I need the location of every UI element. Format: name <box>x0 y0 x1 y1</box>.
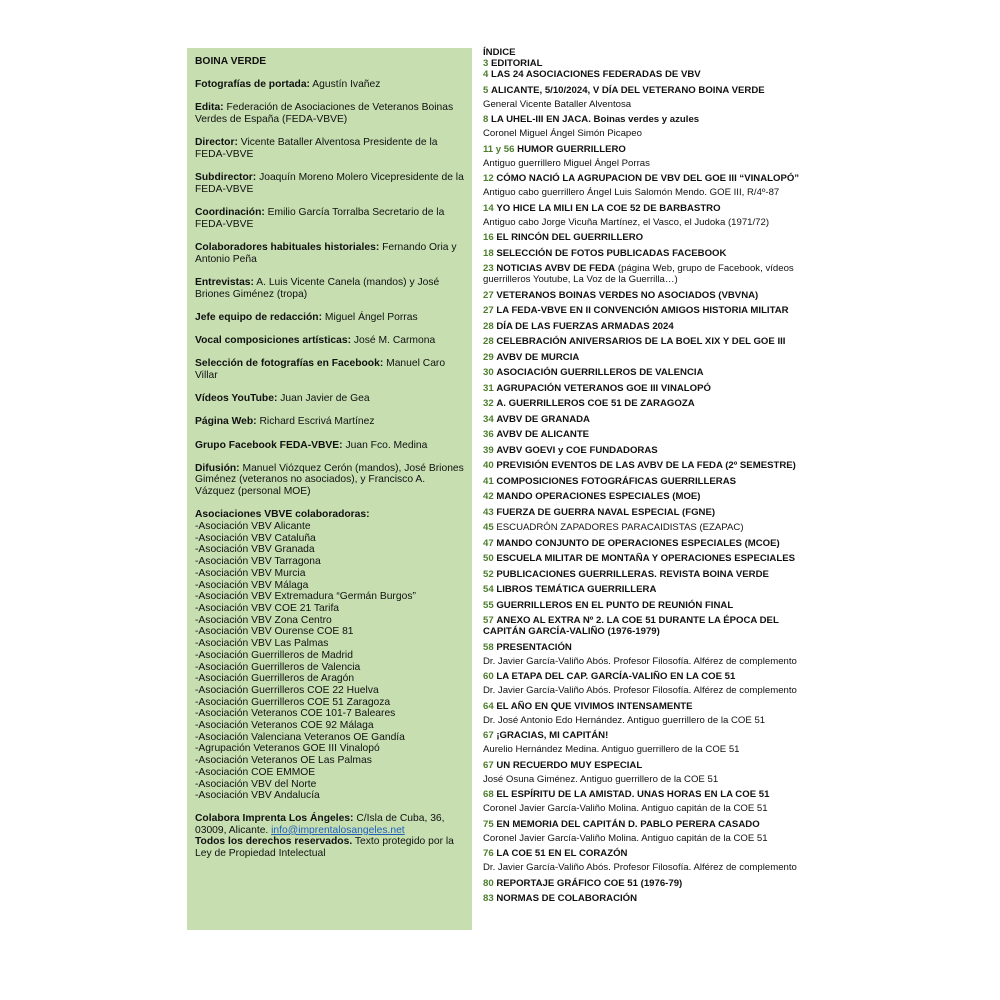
credit-field-label: Grupo Facebook FEDA-VBVE: <box>195 439 343 451</box>
association-item: -Asociación Guerrilleros COE 22 Huelva <box>195 684 379 696</box>
index-entry-title: COMPOSICIONES FOTOGRÁFICAS GUERRILLERAS <box>496 475 737 487</box>
index-entry <box>483 321 813 332</box>
index-entry-title: LA COE 51 EN EL CORAZÓN <box>496 848 628 859</box>
association-item: -Asociación VBV Tarragona <box>195 556 321 568</box>
index-page-number: 4 <box>483 69 489 80</box>
association-item: -Asociación VBV Ourense COE 81 <box>195 626 354 638</box>
index-entry <box>483 367 813 378</box>
index-page-number: 32 <box>483 398 494 409</box>
index-entry <box>483 352 813 363</box>
association-item: -Asociación VBV Las Palmas <box>195 638 329 650</box>
association-item: -Asociación Valenciana Veteranos OE Gandía <box>195 731 405 743</box>
association-item: -Asociación VBV Andalucía <box>195 790 320 802</box>
credits-panel <box>187 48 472 930</box>
table-of-contents <box>483 47 813 904</box>
index-entry-title: YO HICE LA MILI EN LA COE 52 DE BARBASTRO <box>496 202 721 214</box>
index-page-number: 67 <box>483 730 494 741</box>
index-page-number: 50 <box>483 553 494 564</box>
index-entry-title: ¡GRACIAS, MI CAPITÁN! <box>496 730 609 741</box>
credit-field-label: Edita: <box>195 102 224 114</box>
credit-field <box>195 277 464 300</box>
index-page-number: 31 <box>483 382 494 394</box>
index-entry <box>483 600 813 611</box>
credits-fields <box>195 79 464 498</box>
index-entry <box>483 584 813 595</box>
index-heading: ÍNDICE <box>483 47 516 58</box>
index-entry <box>483 491 813 502</box>
credit-field <box>195 312 464 324</box>
credit-field-label: Entrevistas: <box>195 276 254 288</box>
index-page-number: 18 <box>483 247 494 259</box>
index-entry <box>483 429 813 440</box>
index-entry <box>483 569 813 580</box>
index-entry-author: Dr. Javier García-Valiño Abós. Profesor Filosofía. Alférez de complemento <box>483 655 797 667</box>
index-entry-title: GUERRILLEROS EN EL PUNTO DE REUNIÓN FINAL <box>496 599 734 611</box>
index-entry-title: HUMOR GUERRILLERO <box>517 143 626 155</box>
index-entry-title: LAS 24 ASOCIACIONES FEDERADAS DE VBV <box>491 69 701 80</box>
index-entry-author: Dr. Javier García-Valiño Abós. Profesor Filosofía. Alférez de complemento <box>483 862 797 873</box>
credit-field-text: Manuel Caro Villar <box>195 358 446 381</box>
index-entry <box>483 85 813 110</box>
credit-field-label: Coordinación: <box>195 207 265 219</box>
credit-field <box>195 137 464 160</box>
index-entry <box>483 848 813 873</box>
credit-field-label: Difusión: <box>195 462 240 474</box>
credit-field-text: Fernando Oria y Antonio Peña <box>195 242 457 265</box>
credit-field <box>195 440 464 452</box>
index-page-number: 12 <box>483 173 494 184</box>
index-entry-title: AVBV DE MURCIA <box>496 351 580 363</box>
index-page-number: 43 <box>483 506 494 518</box>
index-entry-title: PREVISIÓN EVENTOS DE LAS AVBV DE LA FEDA (2º SEMESTRE) <box>496 460 796 471</box>
association-item: -Asociación VBV Murcia <box>195 567 306 579</box>
index-entry-title: LIBROS TEMÁTICA GUERRILLERA <box>496 584 657 595</box>
association-item: -Asociación VBV Zona Centro <box>195 614 332 626</box>
index-entry <box>483 893 813 904</box>
index-page-number: 64 <box>483 700 494 712</box>
index-entry-title: UN RECUERDO MUY ESPECIAL <box>496 759 643 771</box>
index-entry-title: FUERZA DE GUERRA NAVAL ESPECIAL (FGNE) <box>496 506 716 518</box>
index-entry-title: LA UHEL-III EN JACA. Boinas verdes y azules <box>491 114 700 125</box>
credit-field-label: Jefe equipo de redacción: <box>195 311 323 323</box>
credit-field-text: José M. Carmona <box>351 335 436 347</box>
imprenta-address: C/Isla de Cuba, 36, 03009, Alicante. <box>195 812 445 836</box>
index-entry <box>483 248 813 259</box>
credit-field-label: Vídeos YouTube: <box>195 393 278 405</box>
credit-field <box>195 335 464 347</box>
association-item: -Asociación Guerrilleros de Valencia <box>195 661 361 673</box>
associations-list <box>195 521 464 802</box>
imprenta-block <box>195 813 464 860</box>
index-entry <box>483 819 813 844</box>
rights-text: Texto protegido por la Ley de Propiedad Intelectual <box>195 836 454 860</box>
index-page-number: 29 <box>483 351 494 363</box>
index-entry <box>483 383 813 394</box>
index-page-number: 42 <box>483 491 494 502</box>
index-entry <box>483 507 813 518</box>
credit-field-label: Vocal composiciones artísticas: <box>195 335 352 347</box>
index-entry <box>483 730 813 755</box>
index-page-number: 11 y 56 <box>483 143 515 155</box>
credit-field-label: Colaboradores habituales historiales: <box>195 242 380 254</box>
index-entry-author: Antiguo guerrillero Miguel Ángel Porras <box>483 157 650 169</box>
index-entry <box>483 538 813 549</box>
credit-field <box>195 416 464 428</box>
index-entry-title: ANEXO AL EXTRA Nº 2. LA COE 51 DURANTE LA ÉPOCA DEL CAPITÁN GARCÍA-VALIÑO (1976-1979) <box>483 615 779 637</box>
credit-field-text: Emilio García Torralba Secretario de la FEDA-VBVE <box>195 207 445 230</box>
credit-field-text: Vicente Bataller Alventosa Presidente de la FEDA-VBVE <box>195 137 438 161</box>
association-item: -Asociación Veteranos OE Las Palmas <box>195 755 372 767</box>
index-page-number: 60 <box>483 671 494 682</box>
index-entry-title: CÓMO NACIÓ LA AGRUPACION DE VBV DEL GOE III “VINALOPÓ” <box>496 173 800 184</box>
index-entry-title: EL ESPÍRITU DE LA AMISTAD. UNAS HORAS EN LA COE 51 <box>496 789 770 800</box>
index-page-number: 76 <box>483 848 494 859</box>
index-entry-author: Coronel Javier García-Valiño Molina. Antiguo capitán de la COE 51 <box>483 832 768 844</box>
index-entry <box>483 642 813 667</box>
index-entry <box>483 553 813 564</box>
index-entry-title: VETERANOS BOINAS VERDES NO ASOCIADOS (VBVNA) <box>496 289 759 301</box>
association-item: -Asociación VBV Alicante <box>195 521 311 533</box>
index-entry <box>483 476 813 487</box>
index-page-number: 28 <box>483 336 494 347</box>
credit-field-label: Página Web: <box>195 416 257 428</box>
index-entry <box>483 414 813 425</box>
association-item: -Asociación Guerrilleros de Aragón <box>195 673 355 685</box>
index-entry-author: Aurelio Hernández Medina. Antiguo guerrillero de la COE 51 <box>483 744 740 755</box>
index-page-number: 8 <box>483 114 489 125</box>
index-entry-author: General Vicente Bataller Alventosa <box>483 98 632 110</box>
index-entry-title: EN MEMORIA DEL CAPITÁN D. PABLO PERERA CASADO <box>496 818 760 830</box>
rights-label: Todos los derechos reservados. <box>195 836 353 848</box>
index-entry-title: EL RINCÓN DEL GUERRILLERO <box>496 232 644 243</box>
index-entry-author: Coronel Javier García-Valiño Molina. Antiguo capitán de la COE 51 <box>483 803 768 814</box>
index-entry <box>483 290 813 301</box>
index-entry-title: SELECCIÓN DE FOTOS PUBLICADAS FACEBOOK <box>496 247 727 259</box>
index-entry-title: EDITORIAL <box>491 58 543 69</box>
credit-field <box>195 79 464 91</box>
index-page-number: 34 <box>483 413 494 425</box>
index-entry-title: A. GUERRILLEROS COE 51 DE ZARAGOZA <box>496 398 695 409</box>
credit-field-text: Manuel Viózquez Cerón (mandos), José Briones Giménez (veteranos no asociados), y Francisco A. Vázquez (personal MOE) <box>195 462 464 498</box>
index-entry <box>483 671 813 696</box>
index-entry <box>483 615 813 637</box>
index-entry <box>483 114 813 139</box>
association-item: -Asociación VBV Cataluña <box>195 532 316 544</box>
index-entry <box>483 69 813 80</box>
index-entry <box>483 173 813 198</box>
imprenta-email-link[interactable]: info@imprentalosangeles.net <box>271 824 405 836</box>
index-entry-title: CELEBRACIÓN ANIVERSARIOS DE LA BOEL XIX Y DEL GOE III <box>496 336 786 347</box>
index-entry-author: Coronel Miguel Ángel Simón Picapeo <box>483 128 642 139</box>
index-entry-title: EL AÑO EN QUE VIVIMOS INTENSAMENTE <box>496 700 693 712</box>
association-item: -Asociación Guerrilleros de Madrid <box>195 649 353 661</box>
index-entry <box>483 522 813 533</box>
index-entry <box>483 760 813 785</box>
index-page-number: 41 <box>483 475 494 487</box>
association-item: -Agrupación Veteranos GOE III Vinalopó <box>195 743 380 755</box>
index-entry-title: REPORTAJE GRÁFICO COE 51 (1976-79) <box>496 877 683 889</box>
index-entry-title: DÍA DE LAS FUERZAS ARMADAS 2024 <box>496 320 674 332</box>
index-page-number: 27 <box>483 289 494 301</box>
index-page-number: 36 <box>483 429 494 440</box>
index-entry-title: NOTICIAS AVBV DE FEDA <box>496 263 616 274</box>
index-entry <box>483 336 813 347</box>
index-entry-title: LA FEDA-VBVE EN II CONVENCIÓN AMIGOS HISTORIA MILITAR <box>496 305 789 316</box>
credit-field-text: Joaquín Moreno Molero Vicepresidente de la FEDA-VBVE <box>195 172 464 195</box>
index-page-number: 68 <box>483 789 494 800</box>
credit-field <box>195 463 464 498</box>
index-entry <box>483 789 813 814</box>
index-page-number: 27 <box>483 305 494 316</box>
index-page-number: 14 <box>483 202 494 214</box>
index-entry <box>483 445 813 456</box>
imprenta-label: Colabora Imprenta Los Ángeles: <box>195 812 354 824</box>
index-entry-title: AVBV DE GRANADA <box>496 413 590 425</box>
index-entry <box>483 58 813 69</box>
association-item: -Asociación Guerrilleros COE 51 Zaragoza <box>195 696 391 708</box>
index-page-number: 16 <box>483 232 494 243</box>
index-entry-title: AGRUPACIÓN VETERANOS GOE III VINALOPÓ <box>496 382 711 394</box>
index-entry <box>483 232 813 243</box>
index-page-number: 28 <box>483 320 494 332</box>
index-entry-author: José Osuna Giménez. Antiguo guerrillero de la COE 51 <box>483 773 719 785</box>
index-entry-title: AVBV DE ALICANTE <box>496 429 590 440</box>
index-entry-title: NORMAS DE COLABORACIÓN <box>496 893 638 904</box>
credit-field-label: Selección de fotografías en Facebook: <box>195 358 384 370</box>
index-entry-note: (página Web, grupo de Facebook, vídeos guerrilleros Youtube, La Voz de la Guerrilla…) <box>483 263 794 285</box>
index-page-number: 58 <box>483 641 494 653</box>
credit-field <box>195 207 464 230</box>
index-page-number: 40 <box>483 460 494 471</box>
credit-field-label: Director: <box>195 137 238 149</box>
index-entry-title: AVBV GOEVI y COE FUNDADORAS <box>496 444 658 456</box>
association-item: -Asociación COE EMMOE <box>195 766 316 778</box>
credit-field <box>195 358 464 381</box>
index-entry <box>483 878 813 889</box>
association-item: -Asociación VBV del Norte <box>195 778 317 790</box>
index-entry <box>483 460 813 471</box>
index-entry <box>483 305 813 316</box>
credits-heading: BOINA VERDE <box>195 56 267 67</box>
credit-field-text: Juan Javier de Gea <box>277 393 370 405</box>
association-item: -Asociación VBV Málaga <box>195 579 309 591</box>
index-page-number: 67 <box>483 759 494 771</box>
index-entry-title: ESCUELA MILITAR DE MONTAÑA Y OPERACIONES ESPECIALES <box>496 553 796 564</box>
index-entry-title: ALICANTE, 5/10/2024, V DÍA DEL VETERANO BOINA VERDE <box>491 84 765 96</box>
index-entry <box>483 398 813 409</box>
index-entry-title: ESCUADRÓN ZAPADORES PARACAIDISTAS (EZAPAC) <box>496 522 744 533</box>
index-entry <box>483 203 813 228</box>
index-page-number: 45 <box>483 522 494 533</box>
index-entry-title: MANDO OPERACIONES ESPECIALES (MOE) <box>496 491 701 502</box>
index-entry-title: MANDO CONJUNTO DE OPERACIONES ESPECIALES (MCOE) <box>496 537 780 549</box>
index-entry-author: Dr. Javier García-Valiño Abós. Profesor Filosofía. Alférez de complemento <box>483 685 797 696</box>
credit-field-label: Subdirector: <box>195 172 257 184</box>
index-entry-title: PRESENTACIÓN <box>496 641 572 653</box>
index-page-number: 54 <box>483 584 494 595</box>
credit-field-text: A. Luis Vicente Canela (mandos) y José Briones Giménez (tropa) <box>195 276 440 300</box>
association-item: -Asociación VBV Extremadura “Germán Burgos” <box>195 591 416 603</box>
credit-field-label: Fotografías de portada: <box>195 79 310 91</box>
credit-field-text: Federación de Asociaciones de Veteranos Boinas Verdes de España (FEDA-VBVE) <box>195 102 454 126</box>
index-page-number: 3 <box>483 58 489 69</box>
index-page-number: 5 <box>483 84 489 96</box>
index-page-number: 47 <box>483 537 494 549</box>
index-page-number: 39 <box>483 444 494 456</box>
index-page-number: 23 <box>483 263 494 274</box>
index-entry-title: PUBLICACIONES GUERRILLERAS. REVISTA BOINA VERDE <box>496 568 769 580</box>
index-page-number: 75 <box>483 818 494 830</box>
index-entry <box>483 144 813 169</box>
credit-field <box>195 242 464 265</box>
index-page-number: 80 <box>483 877 494 889</box>
association-item: -Asociación Veteranos COE 101-7 Baleares <box>195 708 396 720</box>
association-item: -Asociación VBV COE 21 Tarifa <box>195 603 340 614</box>
index-entries <box>483 58 813 904</box>
index-entry-title: LA ETAPA DEL CAP. GARCÍA-VALIÑO EN LA COE 51 <box>496 671 736 682</box>
credit-field-text: Agustín Ivañez <box>310 79 381 91</box>
index-page-number: 57 <box>483 615 494 626</box>
index-page-number: 30 <box>483 367 494 378</box>
index-entry <box>483 701 813 726</box>
association-item: -Asociación Veteranos COE 92 Málaga <box>195 720 374 732</box>
credit-field-text: Miguel Ángel Porras <box>322 311 418 323</box>
index-entry-author: Antiguo cabo guerrillero Ángel Luis Salomón Mendo. GOE III, R/4º-87 <box>483 187 780 198</box>
index-entry-author: Dr. José Antonio Edo Hernández. Antiguo guerrillero de la COE 51 <box>483 714 766 726</box>
associations-label: Asociaciones VBVE colaboradoras: <box>195 509 370 521</box>
credit-field <box>195 393 464 405</box>
credit-field <box>195 172 464 195</box>
credit-field-text: Richard Escrivá Martínez <box>256 416 375 428</box>
association-item: -Asociación VBV Granada <box>195 544 315 556</box>
index-page-number: 83 <box>483 893 494 904</box>
index-entry <box>483 263 813 285</box>
credit-field-text: Juan Fco. Medina <box>342 439 428 451</box>
index-entry-author: Antiguo cabo Jorge Vicuña Martínez, el Vasco, el Judoka (1971/72) <box>483 216 770 228</box>
index-page-number: 52 <box>483 568 494 580</box>
index-entry-title: ASOCIACIÓN GUERRILLEROS DE VALENCIA <box>496 367 704 378</box>
credit-field <box>195 102 464 125</box>
index-page-number: 55 <box>483 599 494 611</box>
